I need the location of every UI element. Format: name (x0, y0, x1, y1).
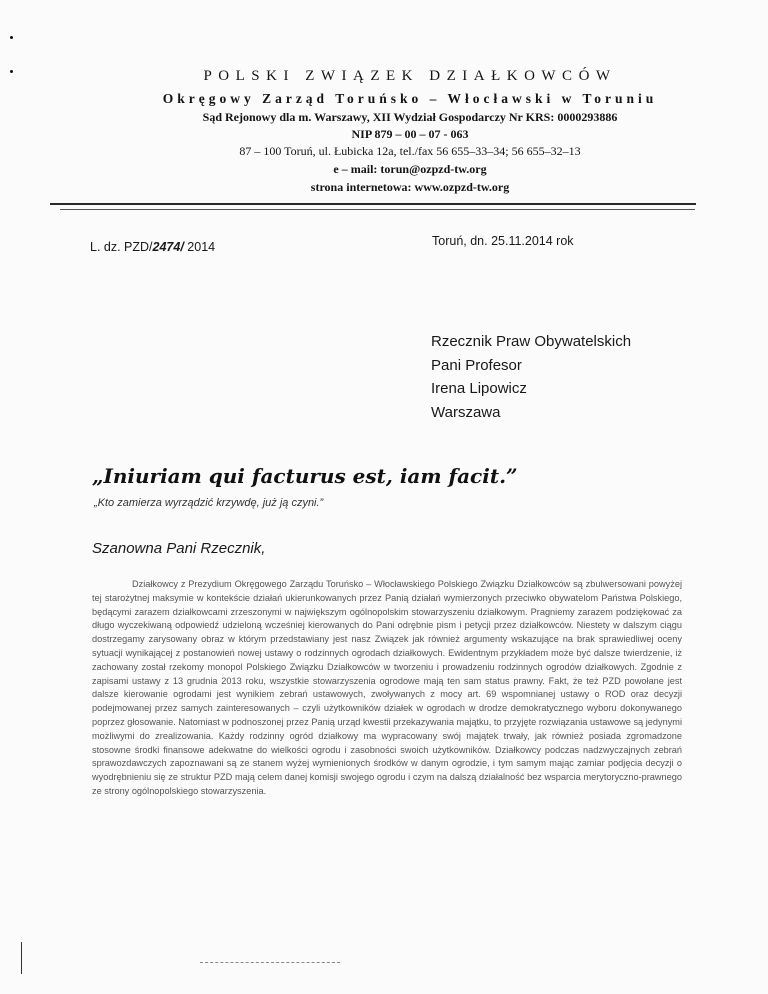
letter-date: Toruń, dn. 25.11.2014 rok (432, 234, 574, 248)
addressee-line: Warszawa (431, 403, 501, 421)
letterhead-court: Sąd Rejonowy dla m. Warszawy, XII Wydział Gospodarczy Nr KRS: 0000293886 (202, 110, 618, 124)
scan-dot (10, 36, 13, 39)
margin-mark (21, 942, 22, 974)
addressee-line: Rzecznik Praw Obywatelskich (431, 333, 632, 350)
letterhead-address: 87 – 100 Toruń, ul. Łubicka 12a, tel./fax 56 655–33–34; 56 655–32–13 (239, 144, 581, 158)
letterhead-website: strona internetowa: www.ozpzd-tw.org (310, 180, 510, 194)
salutation: Szanowna Pani Rzecznik, (92, 540, 266, 557)
letterhead-nip: NIP 879 – 00 – 07 - 063 (351, 127, 469, 141)
reference-year: 2014 (183, 240, 216, 254)
letter-body: Działkowcy z Prezydium Okręgowego Zarządu Toruńsko – Włocławskiego Polskiego Związku Działkowców są zbulwersowani powyżej tej starożytnej maksymie w kontekście działań ukierunkowanych przez Panią działań wymierzonych przeciwko obywatelom Państwa Polskiego, będącymi zarazem działkowcami zrzeszonymi w największym ogólnopolskim stowarzyszeniu działkowym. Pragniemy zarazem podziękować za długo wyczekiwaną odpowiedź udzieloną wcześniej kierowanych do Pani odrębnie pism i petycji przez działkowców. Niestety w dalszym ciągu dostrzegamy zarysowany obraz w którym przedstawiany jest nasz Związek jak również argumenty wskazujące na brak sprawiedliwej oceny sytuacji wynikającej z postanowień nowej ustawy o rodzinnych ogrodach działkowych. Ewidentnym przykładem może być dalsze twierdzenie, iż zachowany został rzekomy monopol Polskiego Związku Działkowców w tworzeniu i prowadzeniu rodzinnych ogrodów działkowych. Zgodnie z zapisami ustawy z 13 grudnia 2013 roku, wszystkie stowarzyszenia ogrodowe mają ten sam status prawny. Fakt, że też PZD powołane jest dalsze kierowanie ogrodami jest wynikiem zebrań ustawowych, zwoływanych z mocy art. 69 wspomnianej ustawy o ROD oraz decyzji podejmowanej przez samych zainteresowanych – czyli użytkowników działek w ogrodach w drodze demokratycznego wyboru dokonywanego poprzez głosowanie. Natomiast w podnoszonej przez Panią urząd kwestii przekazywania majątku, to przyjęte rozwiązania ustawowe są jedynymi możliwymi do zrealizowania. Każdy rodzinny ogród działkowy ma wypracowany swój majątek trwały, jak również posiada zgromadzone stosowne środki finansowe adekwatne do wielkości ogrodu i zasobności swoich użytkowników. Działkowcy podczas nadzwyczajnych zebrań sprawozdawczych zapoznawani są ze stanem wyżej wymienionych środków w danym ogrodzie, i tym samym mając zamiar podjęcia decyzji o wyodrębnieniu się ze struktur PZD mają celem danej komisji swojego ogrodu i czym na dalszą działalność bez wsparcia merytoryczno-prawnego ze strony ogólnopolskiego stowarzyszenia. (92, 579, 682, 796)
latin-quote: „Iniuriam qui facturus est, iam facit.” (92, 464, 518, 488)
addressee-line: Pani Profesor (431, 356, 522, 374)
quote-translation: „Kto zamierza wyrządzić krzywdę, już ją czyni.” (94, 497, 324, 509)
scan-dot (10, 70, 13, 73)
letterhead-email: e – mail: torun@ozpzd-tw.org (333, 162, 487, 176)
reference-code: 2474/ (152, 240, 184, 254)
letterhead-organization: POLSKI ZWIĄZEK DZIAŁKOWCÓW (203, 68, 617, 84)
reference-prefix: L. dz. PZD/ (90, 240, 153, 254)
footer-mark (200, 962, 340, 963)
addressee-block (431, 330, 631, 424)
letterhead-board: Okręgowy Zarząd Toruńsko – Włocławski w Toruniu (162, 91, 658, 106)
addressee-line: Irena Lipowicz (431, 380, 527, 397)
reference-number (90, 240, 215, 254)
header-divider-thin (60, 209, 695, 210)
header-divider (50, 203, 696, 205)
